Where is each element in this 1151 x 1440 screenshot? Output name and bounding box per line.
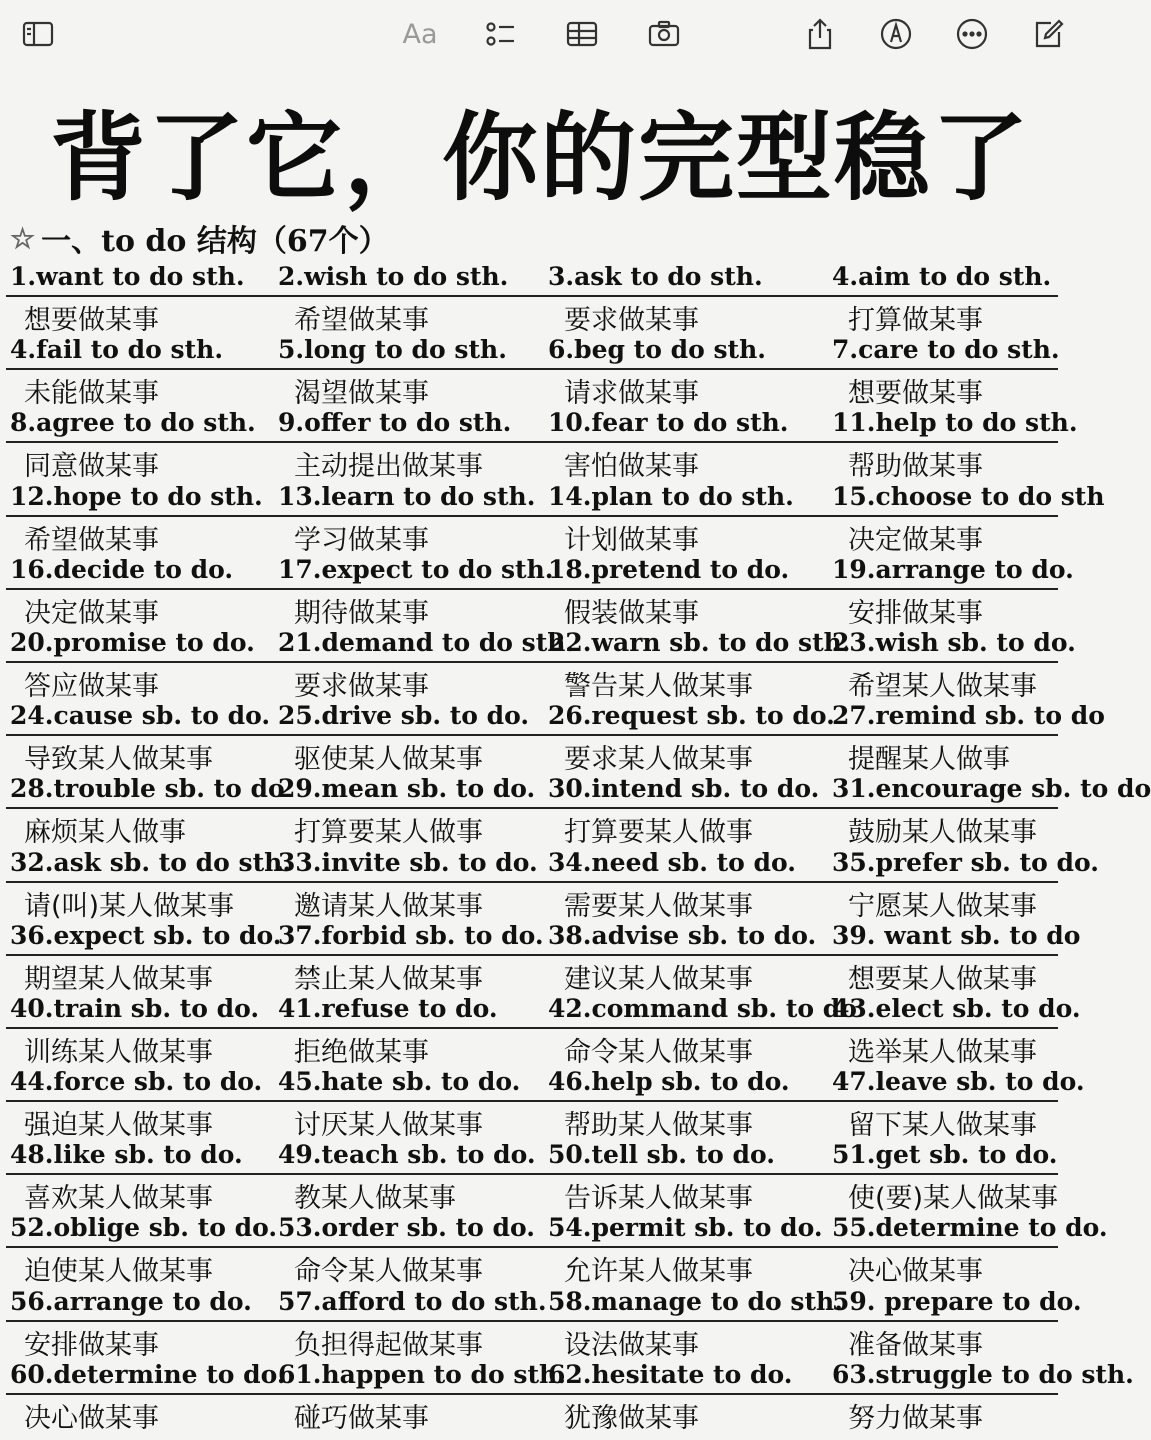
phrase-chinese: 计划做某事	[564, 524, 699, 556]
phrase-chinese: 希望某人做某事	[848, 670, 1037, 702]
row-divider	[6, 954, 1058, 956]
phrase-english: 29.mean sb. to do.	[278, 774, 536, 804]
phrase-english: 60.determine to do.	[10, 1359, 286, 1389]
table-row	[0, 480, 1105, 556]
sidebar-toggle-icon[interactable]	[18, 14, 58, 54]
phrase-chinese: 导致某人做某事	[24, 744, 213, 776]
table-icon[interactable]	[562, 14, 602, 54]
phrase-english: 39. want sb. to do	[832, 920, 1081, 950]
phrase-english: 50.tell sb. to do.	[548, 1140, 775, 1170]
row-divider	[6, 881, 1058, 883]
phrase-english: 32.ask sb. to do sth.	[10, 847, 292, 877]
phrase-chinese: 帮助某人做某事	[564, 1110, 753, 1142]
phrase-chinese: 想要做某事	[24, 305, 159, 336]
table-row	[0, 1358, 1134, 1434]
row-divider	[6, 441, 1058, 443]
phrase-english: 38.advise sb. to do.	[548, 920, 817, 950]
row-divider	[6, 734, 1058, 736]
phrase-english: 44.force sb. to do.	[10, 1067, 263, 1097]
phrase-english: 3.ask to do sth.	[548, 262, 763, 291]
phrase-chinese: 决心做某事	[24, 1402, 159, 1434]
phrase-chinese: 想要做某事	[848, 378, 983, 410]
phrase-english: 5.long to do sth.	[278, 335, 507, 365]
phrase-chinese: 命令某人做某事	[294, 1256, 483, 1288]
section-heading-text: 一、to do 结构（67个）	[41, 224, 389, 259]
phrase-chinese: 打算做某事	[848, 305, 983, 336]
row-divider	[6, 1246, 1058, 1248]
phrase-chinese: 告诉某人做某事	[564, 1183, 753, 1215]
page-title: 背了它，你的完型稳了	[50, 102, 1030, 214]
table-row	[0, 1065, 1085, 1142]
row-divider	[6, 295, 1058, 297]
phrase-chinese: 希望做某事	[24, 524, 159, 556]
phrase-chinese: 要求某人做某事	[564, 744, 753, 776]
row-divider	[6, 1173, 1058, 1175]
phrase-chinese: 讨厌某人做某事	[294, 1110, 483, 1142]
table-row	[0, 1285, 1082, 1361]
phrase-english: 43.elect sb. to do.	[832, 993, 1081, 1023]
phrase-english: 2.wish to do sth.	[278, 262, 509, 291]
phrase-chinese: 教某人做某事	[294, 1183, 456, 1215]
phrase-chinese: 渴望做某事	[294, 378, 429, 410]
phrase-english: 4.fail to do sth.	[10, 335, 224, 365]
phrase-chinese: 未能做某事	[24, 378, 159, 410]
table-row	[0, 626, 1080, 702]
phrase-chinese: 犹豫做某事	[564, 1402, 699, 1434]
phrase-chinese: 努力做某事	[848, 1402, 983, 1434]
phrase-chinese: 设法做某事	[564, 1329, 699, 1361]
table-row	[0, 919, 1081, 995]
phrase-chinese: 命令某人做某事	[564, 1036, 753, 1068]
table-row	[0, 333, 1080, 410]
phrase-english: 25.drive sb. to do.	[278, 701, 530, 731]
phrase-english: 55.determine to do.	[832, 1213, 1108, 1243]
phrase-chinese: 邀请某人做某事	[294, 890, 483, 922]
phrase-chinese: 使(要)某人做某事	[848, 1183, 1059, 1215]
phrase-english: 36.expect sb. to do.	[10, 920, 282, 950]
phrase-chinese: 学习做某事	[294, 524, 429, 556]
phrase-english: 56.arrange to do.	[10, 1286, 252, 1316]
table-row	[0, 406, 1080, 483]
phrase-english: 1.want to do sth.	[10, 262, 245, 291]
phrase-chinese: 请(叫)某人做某事	[24, 890, 235, 922]
row-divider	[6, 1320, 1058, 1322]
phrase-english: 33.invite sb. to do.	[278, 847, 538, 877]
camera-icon[interactable]	[644, 14, 684, 54]
phrase-english: 28.trouble sb. to do	[10, 774, 285, 804]
phrase-chinese: 希望做某事	[294, 305, 429, 336]
phrase-english: 6.beg to do sth.	[548, 335, 766, 365]
more-options-icon[interactable]	[952, 14, 992, 54]
table-row	[0, 992, 1081, 1068]
phrase-chinese: 禁止某人做某事	[294, 963, 483, 995]
phrase-english: 23.wish sb. to do.	[832, 627, 1076, 657]
phrase-english: 42.command sb. to do	[548, 993, 857, 1023]
row-divider	[6, 661, 1058, 663]
checklist-icon[interactable]	[480, 14, 520, 54]
phrase-english: 19.arrange to do.	[832, 554, 1074, 584]
phrase-chinese: 安排做某事	[848, 597, 983, 629]
phrase-english: 12.hope to do sth.	[10, 481, 263, 511]
phrase-chinese: 负担得起做某事	[294, 1329, 483, 1361]
phrase-chinese: 要求做某事	[564, 305, 699, 336]
phrase-english: 37.forbid sb. to do.	[278, 920, 544, 950]
phrase-english: 45.hate sb. to do.	[278, 1067, 521, 1097]
phrase-chinese: 喜欢某人做某事	[24, 1183, 213, 1215]
phrase-chinese: 决定做某事	[848, 524, 983, 556]
phrase-english: 8.agree to do sth.	[10, 408, 256, 438]
phrase-chinese: 警告某人做某事	[564, 670, 753, 702]
section-heading	[10, 218, 389, 258]
phrase-english: 11.help to do sth.	[832, 408, 1078, 438]
phrase-chinese: 假装做某事	[564, 597, 699, 629]
phrase-english: 21.demand to do sth.	[278, 627, 575, 657]
phrase-english: 62.hesitate to do.	[548, 1359, 793, 1389]
phrase-english: 10.fear to do sth.	[548, 408, 789, 438]
phrase-chinese: 打算要某人做事	[564, 817, 753, 849]
phrase-english: 30.intend sb. to do.	[548, 774, 820, 804]
phrase-english: 26.request sb. to do.	[548, 701, 835, 731]
phrase-english: 15.choose to do sth	[832, 481, 1105, 511]
phrase-english: 41.refuse to do.	[278, 993, 498, 1023]
phrase-english: 35.prefer sb. to do.	[832, 847, 1099, 877]
phrase-chinese: 决定做某事	[24, 597, 159, 629]
phrase-english: 7.care to do sth.	[832, 335, 1060, 365]
markup-pen-icon[interactable]	[876, 14, 916, 54]
phrase-english: 14.plan to do sth.	[548, 481, 794, 511]
row-divider	[6, 1100, 1058, 1102]
row-divider	[6, 1393, 1058, 1395]
star-icon: ☆	[10, 221, 36, 255]
phrase-english: 34.need sb. to do.	[548, 847, 796, 877]
phrase-chinese: 宁愿某人做某事	[848, 890, 1037, 922]
phrase-english: 57.afford to do sth.	[278, 1286, 547, 1316]
phrase-chinese: 允许某人做某事	[564, 1256, 753, 1288]
phrase-english: 61.happen to do sth.	[278, 1359, 566, 1389]
phrase-chinese: 强迫某人做某事	[24, 1110, 213, 1142]
phrase-english: 58.manage to do sth.	[548, 1286, 843, 1316]
phrase-english: 51.get sb. to do.	[832, 1140, 1058, 1170]
phrase-english: 17.expect to do sth.	[278, 554, 554, 584]
phrase-english: 49.teach sb. to do.	[278, 1140, 536, 1170]
table-row	[0, 553, 1080, 629]
phrase-english: 47.leave sb. to do.	[832, 1067, 1085, 1097]
phrase-chinese: 同意做某事	[24, 451, 159, 483]
phrase-english: 59. prepare to do.	[832, 1286, 1082, 1316]
row-divider	[6, 368, 1058, 370]
row-divider	[6, 588, 1058, 590]
row-divider	[6, 515, 1058, 517]
table-row	[0, 1211, 1108, 1288]
phrase-english: 48.like sb. to do.	[10, 1140, 243, 1170]
phrase-english: 18.pretend to do.	[548, 554, 790, 584]
phrase-chinese: 安排做某事	[24, 1329, 159, 1361]
phrase-english: 4.aim to do sth.	[832, 262, 1052, 291]
phrase-chinese: 答应做某事	[24, 670, 159, 702]
phrase-chinese: 鼓励某人做某事	[848, 817, 1037, 849]
phrase-english: 31.encourage sb. to do	[832, 774, 1151, 804]
phrase-chinese: 要求做某事	[294, 670, 429, 702]
toolbar	[0, 0, 1080, 66]
phrase-chinese: 碰巧做某事	[294, 1402, 429, 1434]
phrase-english: 9.offer to do sth.	[278, 408, 512, 438]
phrase-english: 24.cause sb. to do.	[10, 701, 271, 731]
phrase-english: 27.remind sb. to do	[832, 701, 1105, 731]
share-icon[interactable]	[800, 14, 840, 54]
phrase-chinese: 建议某人做某事	[564, 963, 753, 995]
phrase-chinese: 请求做某事	[564, 378, 699, 410]
row-divider	[6, 807, 1058, 809]
phrase-chinese: 害怕做某事	[564, 451, 699, 483]
phrase-english: 52.oblige sb. to do.	[10, 1213, 278, 1243]
phrase-english: 53.order sb. to do.	[278, 1213, 535, 1243]
phrase-chinese: 主动提出做某事	[294, 451, 483, 483]
phrase-chinese: 留下某人做某事	[848, 1110, 1037, 1142]
phrase-chinese: 准备做某事	[848, 1329, 983, 1361]
phrase-chinese: 训练某人做某事	[24, 1036, 213, 1068]
phrase-chinese: 麻烦某人做事	[24, 817, 186, 849]
phrase-chinese: 期望某人做某事	[24, 963, 213, 995]
phrase-chinese: 迫使某人做某事	[24, 1256, 213, 1288]
table-row	[0, 846, 1099, 922]
phrase-chinese: 决心做某事	[848, 1256, 983, 1288]
table-row	[0, 260, 1080, 336]
row-divider	[6, 1027, 1058, 1029]
compose-icon[interactable]	[1028, 14, 1068, 54]
phrase-chinese: 期待做某事	[294, 597, 429, 629]
phrase-english: 54.permit sb. to do.	[548, 1213, 823, 1243]
phrase-chinese: 拒绝做某事	[294, 1036, 429, 1068]
phrase-table	[0, 260, 1151, 1434]
text-format-button[interactable]: Aa	[402, 18, 438, 50]
phrase-english: 40.train sb. to do.	[10, 993, 260, 1023]
phrase-chinese: 提醒某人做事	[848, 744, 1010, 776]
table-row	[0, 772, 1151, 849]
phrase-chinese: 帮助做某事	[848, 451, 983, 483]
table-row	[0, 1138, 1080, 1215]
table-row	[0, 699, 1105, 776]
phrase-english: 13.learn to do sth.	[278, 481, 536, 511]
phrase-english: 22.warn sb. to do sth.	[548, 627, 851, 657]
phrase-chinese: 需要某人做某事	[564, 890, 753, 922]
phrase-english: 20.promise to do.	[10, 627, 255, 657]
phrase-english: 16.decide to do.	[10, 554, 234, 584]
phrase-chinese: 打算要某人做事	[294, 817, 483, 849]
phrase-chinese: 驱使某人做某事	[294, 744, 483, 776]
phrase-chinese: 想要某人做某事	[848, 963, 1037, 995]
phrase-english: 46.help sb. to do.	[548, 1067, 790, 1097]
phrase-english: 63.struggle to do sth.	[832, 1359, 1134, 1389]
phrase-chinese: 选举某人做某事	[848, 1036, 1037, 1068]
